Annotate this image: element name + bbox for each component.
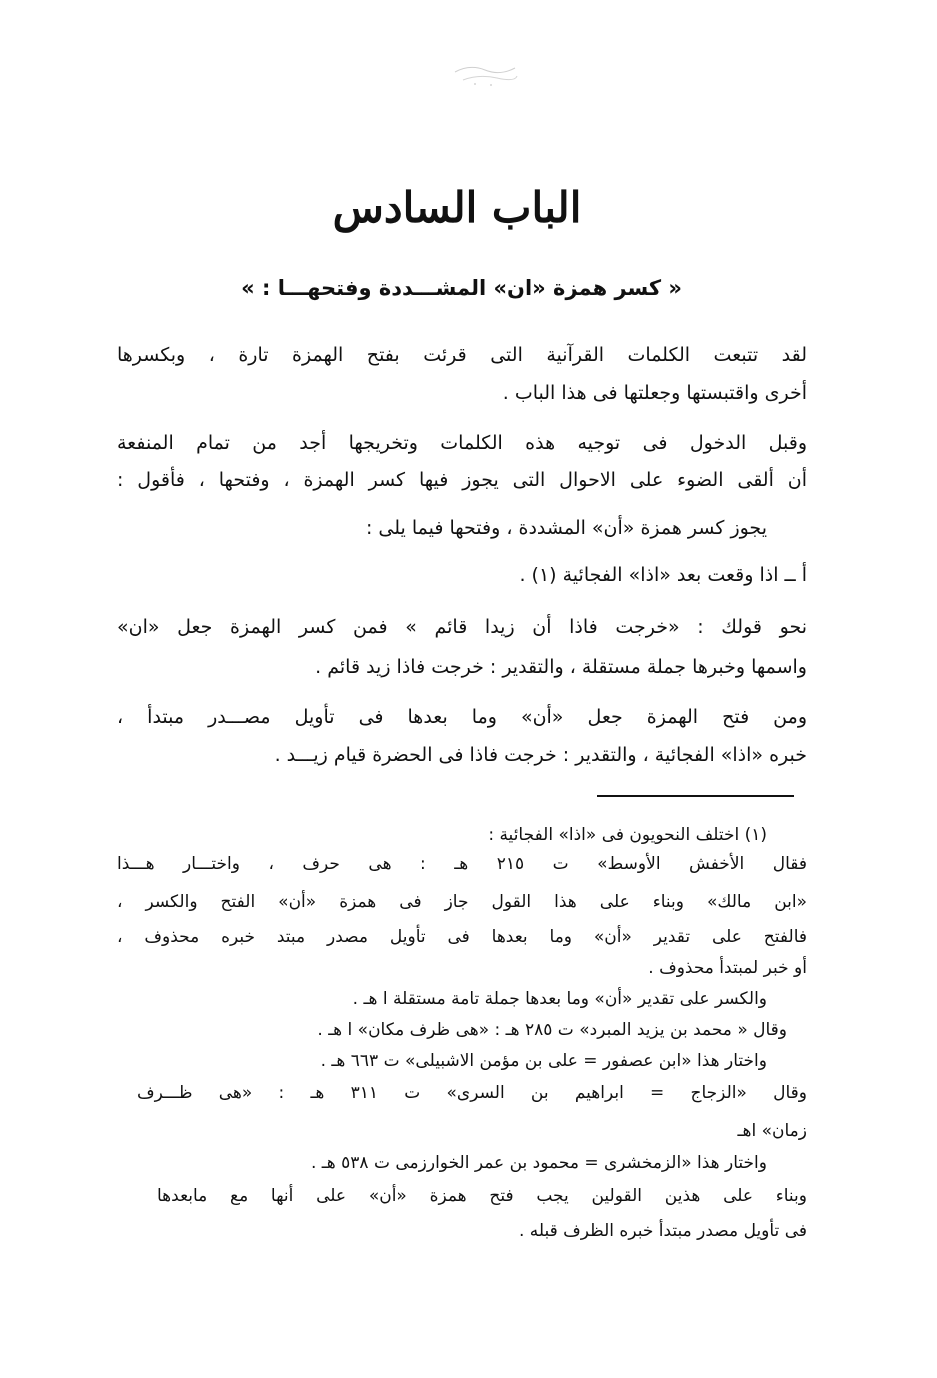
- body-line: أخرى واقتبستها وجعلتها فى هذا الباب .: [502, 382, 807, 404]
- footnote-line: زمان» اهـ: [737, 1121, 807, 1141]
- footnote-line: «ابن مالك» وبناء على هذا القول جاز فى همزة «أن» الفتح والكسر ،: [117, 892, 807, 912]
- chapter-title: الباب السادس: [332, 183, 582, 232]
- body-line: لقد تتبعت الكلمات القرآنية التى قرئت بفتح الهمزة تارة ، وبكسرها: [117, 344, 807, 366]
- body-line: يجوز كسر همزة «أن» المشددة ، وفتحها فيما يلى :: [365, 517, 767, 539]
- scan-smudge-mark: [445, 58, 525, 90]
- footnote-line: والكسر على تقدير «أن» وما بعدها جملة تامة مستقلة ا هـ .: [352, 989, 767, 1009]
- body-line: ومن فتح الهمزة جعل «أن» وما بعدها فى تأويل مصـــدر مبتدأ ،: [117, 706, 807, 728]
- body-line: واسمها وخبرها جملة مستقلة ، والتقدير : خرجت فاذا زيد قائم .: [315, 656, 807, 678]
- footnote-line: أو خبر لمبتدأ محذوف .: [648, 958, 807, 978]
- footnote-line: واختار هذا «الزمخشرى = محمود بن عمر الخوارزمى ت ٥٣٨ هـ .: [310, 1153, 767, 1173]
- body-line: خبره «اذا» الفجائية ، والتقدير : خرجت فاذا فى الحضرة قيام زيـــد .: [274, 744, 807, 766]
- section-heading: « كسر همزة «ان» المشـــددة وفتحهـــا : »: [241, 276, 682, 300]
- footnote-separator: [597, 795, 794, 797]
- footnote-line: وبناء على هذين القولين يجب فتح همزة «أن» على أنها مع مابعدها: [157, 1186, 807, 1206]
- body-line: أن ألقى الضوء على الاحوال التى يجوز فيها كسر الهمزة ، وفتحها ، فأقول :: [117, 469, 807, 491]
- body-line: أ ــ اذا وقعت بعد «اذا» الفجائية (١) .: [519, 564, 807, 586]
- footnote-line: (١) اختلف النحويون فى «اذا» الفجائية :: [488, 825, 767, 845]
- footnote-line: فالفتح على تقدير «أن» وما بعدها فى تأويل مصدر مبتد خبره محذوف ،: [117, 927, 807, 947]
- footnote-line: وقال «الزجاج = ابراهيم بن السرى» ت ٣١١ هـ : «هى ظـــرف: [137, 1083, 807, 1103]
- footnote-line: واختار هذا «ابن عصفور = على بن مؤمن الاشبيلى» ت ٦٦٣ هـ .: [320, 1051, 767, 1071]
- footnote-line: فى تأويل مصدر مبتدأ خبره الظرف قبله .: [518, 1221, 807, 1241]
- footnote-line: فقال الأخفش الأوسط» ت ٢١٥ هـ : هى حرف ، واختـــار هـــذا: [117, 854, 807, 874]
- footnote-line: وقال « محمد بن يزيد المبرد» ت ٢٨٥ هـ : «هى ظرف مكان» ا هـ .: [317, 1020, 787, 1040]
- body-line: وقبل الدخول فى توجيه هذه الكلمات وتخريجها أجد من تمام المنفعة: [117, 432, 807, 454]
- body-line: نحو قولك : «خرجت فاذا أن زيدا قائم » فمن كسر الهمزة جعل «ان»: [117, 616, 807, 638]
